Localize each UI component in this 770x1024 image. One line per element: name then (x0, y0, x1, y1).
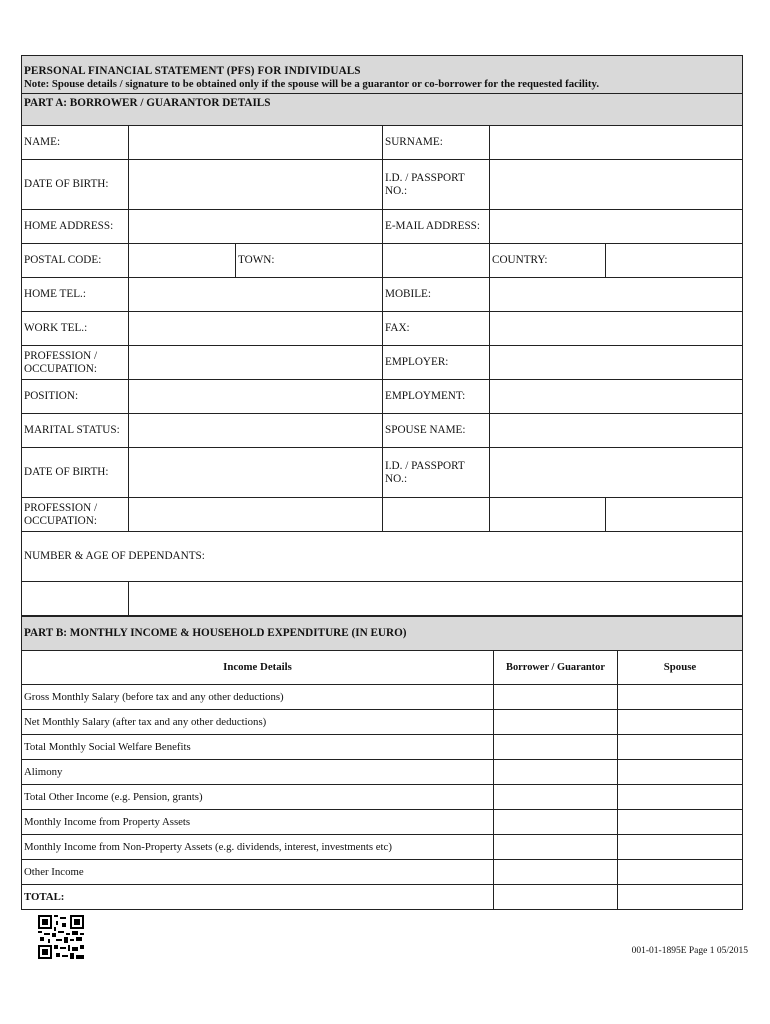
spouse-extra-field-3[interactable] (606, 498, 743, 532)
spouse-extra-field-2[interactable] (490, 498, 606, 532)
part-b-heading: PART B: MONTHLY INCOME & HOUSEHOLD EXPENDITURE (IN EURO) (22, 617, 743, 651)
borrower-amount-field[interactable] (494, 685, 618, 710)
id-passport-field[interactable] (490, 160, 743, 210)
dependants-count-field[interactable] (22, 582, 129, 616)
part-a-table (21, 55, 743, 616)
borrower-amount-field[interactable] (494, 835, 618, 860)
spouse-id-passport-label: I.D. / PASSPORT NO.: (383, 448, 490, 498)
email-label: E-MAIL ADDRESS: (383, 210, 490, 244)
income-row-label: Total Other Income (e.g. Pension, grants) (22, 785, 494, 810)
part-a-heading: PART A: BORROWER / GUARANTOR DETAILS (22, 94, 743, 126)
town-field[interactable] (383, 244, 490, 278)
spouse-extra-field-1[interactable] (383, 498, 490, 532)
spouse-id-passport-field[interactable] (490, 448, 743, 498)
mobile-field[interactable] (490, 278, 743, 312)
name-field[interactable] (129, 126, 383, 160)
dob-label: DATE OF BIRTH: (22, 160, 129, 210)
postal-code-label: POSTAL CODE: (22, 244, 129, 278)
position-label: POSITION: (22, 380, 129, 414)
spouse-amount-field[interactable] (618, 860, 743, 885)
income-details-header: Income Details (22, 651, 494, 685)
form-code-footer: 001-01-1895E Page 1 05/2015 (631, 946, 748, 956)
employer-label: EMPLOYER: (383, 346, 490, 380)
spouse-amount-field[interactable] (618, 785, 743, 810)
employment-label: EMPLOYMENT: (383, 380, 490, 414)
profession-field[interactable] (129, 346, 383, 380)
borrower-amount-field[interactable] (494, 810, 618, 835)
spouse-dob-label: DATE OF BIRTH: (22, 448, 129, 498)
fax-label: FAX: (383, 312, 490, 346)
dependants-ages-field[interactable] (129, 582, 743, 616)
spouse-name-label: SPOUSE NAME: (383, 414, 490, 448)
marital-status-label: MARITAL STATUS: (22, 414, 129, 448)
marital-status-field[interactable] (129, 414, 383, 448)
income-row-label: Gross Monthly Salary (before tax and any other deductions) (22, 685, 494, 710)
borrower-total-field[interactable] (494, 885, 618, 910)
country-field[interactable] (606, 244, 743, 278)
income-row (22, 735, 743, 760)
income-row-label: Monthly Income from Property Assets (22, 810, 494, 835)
spouse-amount-field[interactable] (618, 835, 743, 860)
employment-field[interactable] (490, 380, 743, 414)
spouse-name-field[interactable] (490, 414, 743, 448)
postal-code-field[interactable] (129, 244, 236, 278)
part-b-table (21, 616, 743, 910)
spouse-header: Spouse (618, 651, 743, 685)
total-row (22, 885, 743, 910)
income-row-label: Alimony (22, 760, 494, 785)
home-address-field[interactable] (129, 210, 383, 244)
home-tel-field[interactable] (129, 278, 383, 312)
country-label: COUNTRY: (490, 244, 606, 278)
dob-field[interactable] (129, 160, 383, 210)
borrower-amount-field[interactable] (494, 735, 618, 760)
position-field[interactable] (129, 380, 383, 414)
qr-code-icon (38, 915, 84, 959)
home-tel-label: HOME TEL.: (22, 278, 129, 312)
name-label: NAME: (22, 126, 129, 160)
borrower-amount-field[interactable] (494, 710, 618, 735)
income-row (22, 785, 743, 810)
employer-field[interactable] (490, 346, 743, 380)
email-field[interactable] (490, 210, 743, 244)
income-row-label: Other Income (22, 860, 494, 885)
fax-field[interactable] (490, 312, 743, 346)
town-label: TOWN: (236, 244, 383, 278)
income-row-label: Net Monthly Salary (after tax and any other deductions) (22, 710, 494, 735)
work-tel-label: WORK TEL.: (22, 312, 129, 346)
mobile-label: MOBILE: (383, 278, 490, 312)
spouse-total-field[interactable] (618, 885, 743, 910)
income-row (22, 860, 743, 885)
spouse-profession-field[interactable] (129, 498, 383, 532)
form-title: PERSONAL FINANCIAL STATEMENT (PFS) FOR INDIVIDUALS (24, 65, 361, 77)
spouse-dob-field[interactable] (129, 448, 383, 498)
form-note: Note: Spouse details / signature to be obtained only if the spouse will be a guarantor or co-borrower for the requested facility. (24, 78, 600, 90)
income-row (22, 685, 743, 710)
spouse-amount-field[interactable] (618, 735, 743, 760)
profession-label: PROFESSION / OCCUPATION: (22, 346, 129, 380)
spouse-profession-label: PROFESSION / OCCUPATION: (22, 498, 129, 532)
surname-label: SURNAME: (383, 126, 490, 160)
spouse-amount-field[interactable] (618, 710, 743, 735)
spouse-amount-field[interactable] (618, 685, 743, 710)
id-passport-label: I.D. / PASSPORT NO.: (383, 160, 490, 210)
total-label: TOTAL: (22, 885, 494, 910)
income-row (22, 760, 743, 785)
work-tel-field[interactable] (129, 312, 383, 346)
income-row (22, 710, 743, 735)
income-row-label: Total Monthly Social Welfare Benefits (22, 735, 494, 760)
borrower-amount-field[interactable] (494, 760, 618, 785)
pfs-form (21, 55, 742, 910)
borrower-amount-field[interactable] (494, 785, 618, 810)
home-address-label: HOME ADDRESS: (22, 210, 129, 244)
borrower-guarantor-header: Borrower / Guarantor (494, 651, 618, 685)
surname-field[interactable] (490, 126, 743, 160)
dependants-label: NUMBER & AGE OF DEPENDANTS: (22, 532, 743, 582)
spouse-amount-field[interactable] (618, 760, 743, 785)
income-row (22, 810, 743, 835)
income-row-label: Monthly Income from Non-Property Assets (e.g. dividends, interest, investments etc) (22, 835, 494, 860)
form-header (22, 56, 743, 94)
income-row (22, 835, 743, 860)
borrower-amount-field[interactable] (494, 860, 618, 885)
spouse-amount-field[interactable] (618, 810, 743, 835)
